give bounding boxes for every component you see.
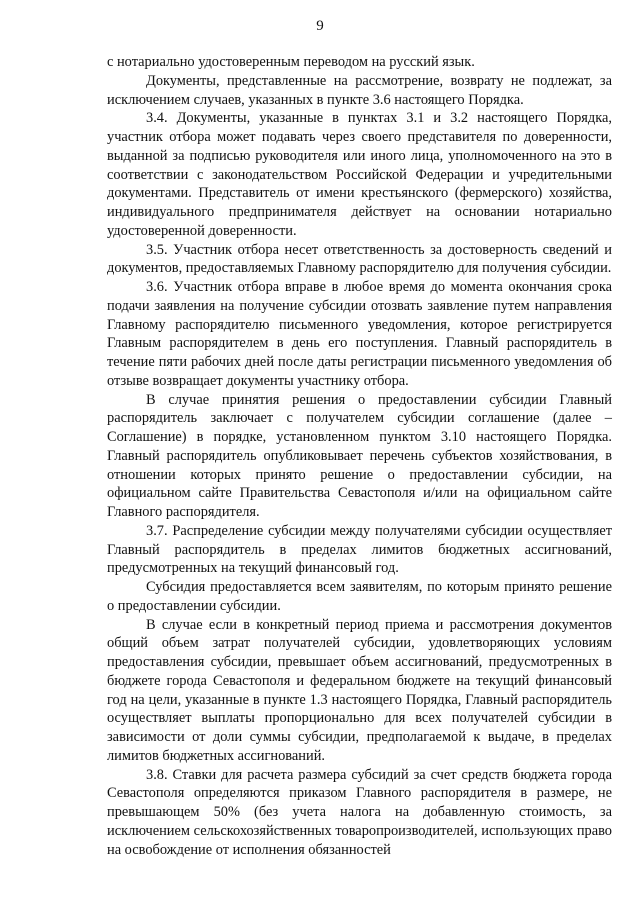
paragraph-3-7: 3.7. Распределение субсидии между получателями субсидии осуществляет Главный распорядитель в пределах лимитов бюджетных ассигнований, предусмотренных на текущий финансовый год. xyxy=(107,522,612,577)
paragraph-agreement: В случае принятия решения о предоставлении субсидии Главный распорядитель заключает с получателем субсидии соглашение (далее – Соглашение) в порядке, установленном пунктом 3.10 настоящего Порядка. Главный распорядитель опубликовывает перечень субъектов хозяйствования, в отношении которых принято решение о предоставлении субсидии, на официальном сайте Правительства Севастополя и/или на официальном сайте Главного распорядителя. xyxy=(107,391,612,520)
page-number: 9 xyxy=(316,18,324,34)
paragraph-continuation: с нотариально удостоверенным переводом на русский язык. xyxy=(107,54,475,70)
document-body xyxy=(107,53,612,859)
paragraph-3-8: 3.8. Ставки для расчета размера субсидий за счет средств бюджета города Севастополя определяются приказом Главного распорядителя в размере, не превышающем 50% (без учета налога на добавленную стоимость, за исключением сельскохозяйственных товаропроизводителей, использующих право на освобождение от исполнения обязанностей xyxy=(107,766,612,858)
paragraph-3-5: 3.5. Участник отбора несет ответственность за достоверность сведений и документов, предоставляемых Главному распорядителю для получения субсидии. xyxy=(107,241,612,277)
paragraph-documents-not-returned: Документы, представленные на рассмотрение, возврату не подлежат, за исключением случаев, указанных в пункте 3.6 настоящего Порядка. xyxy=(107,72,612,108)
paragraph-3-6: 3.6. Участник отбора вправе в любое время до момента окончания срока подачи заявления на получение субсидии отозвать заявление путем направления Главному распорядителю письменного уведомления, которое регистрируется Главным распорядителем в день его поступления. Главный распорядитель в течение пяти рабочих дней после даты регистрации письменного уведомления об отзыве возвращает документы участнику отбора. xyxy=(107,279,612,389)
paragraph-3-4: 3.4. Документы, указанные в пунктах 3.1 и 3.2 настоящего Порядка, участник отбора может подавать через своего представителя по доверенности, выданной за подписью руководителя или иного лица, уполномоченного на это в соответствии с законодательством Российской Федерации и учредительными документами. Представитель от имени крестьянского (фермерского) хозяйства, индивидуального предпринимателя действует на основании нотариально удостоверенной доверенности. xyxy=(107,110,612,239)
paragraph-proportional-payments: В случае если в конкретный период приема и рассмотрения документов общий объем затрат получателей субсидии, удовлетворяющих условиям предоставления субсидии, превышает объем ассигнований, предусмотренных в бюджете города Севастополя и федеральном бюджете на текущий финансовый год на цели, указанные в пункте 1.3 настоящего Порядка, Главный распорядитель осуществляет выплаты пропорционально для всех получателей субсидии в зависимости от доли суммы субсидии, предполагаемой к выдаче, в пределах лимитов бюджетных ассигнований. xyxy=(107,616,612,764)
paragraph-subsidy-all-applicants: Субсидия предоставляется всем заявителям, по которым принято решение о предоставлении субсидии. xyxy=(107,579,612,614)
